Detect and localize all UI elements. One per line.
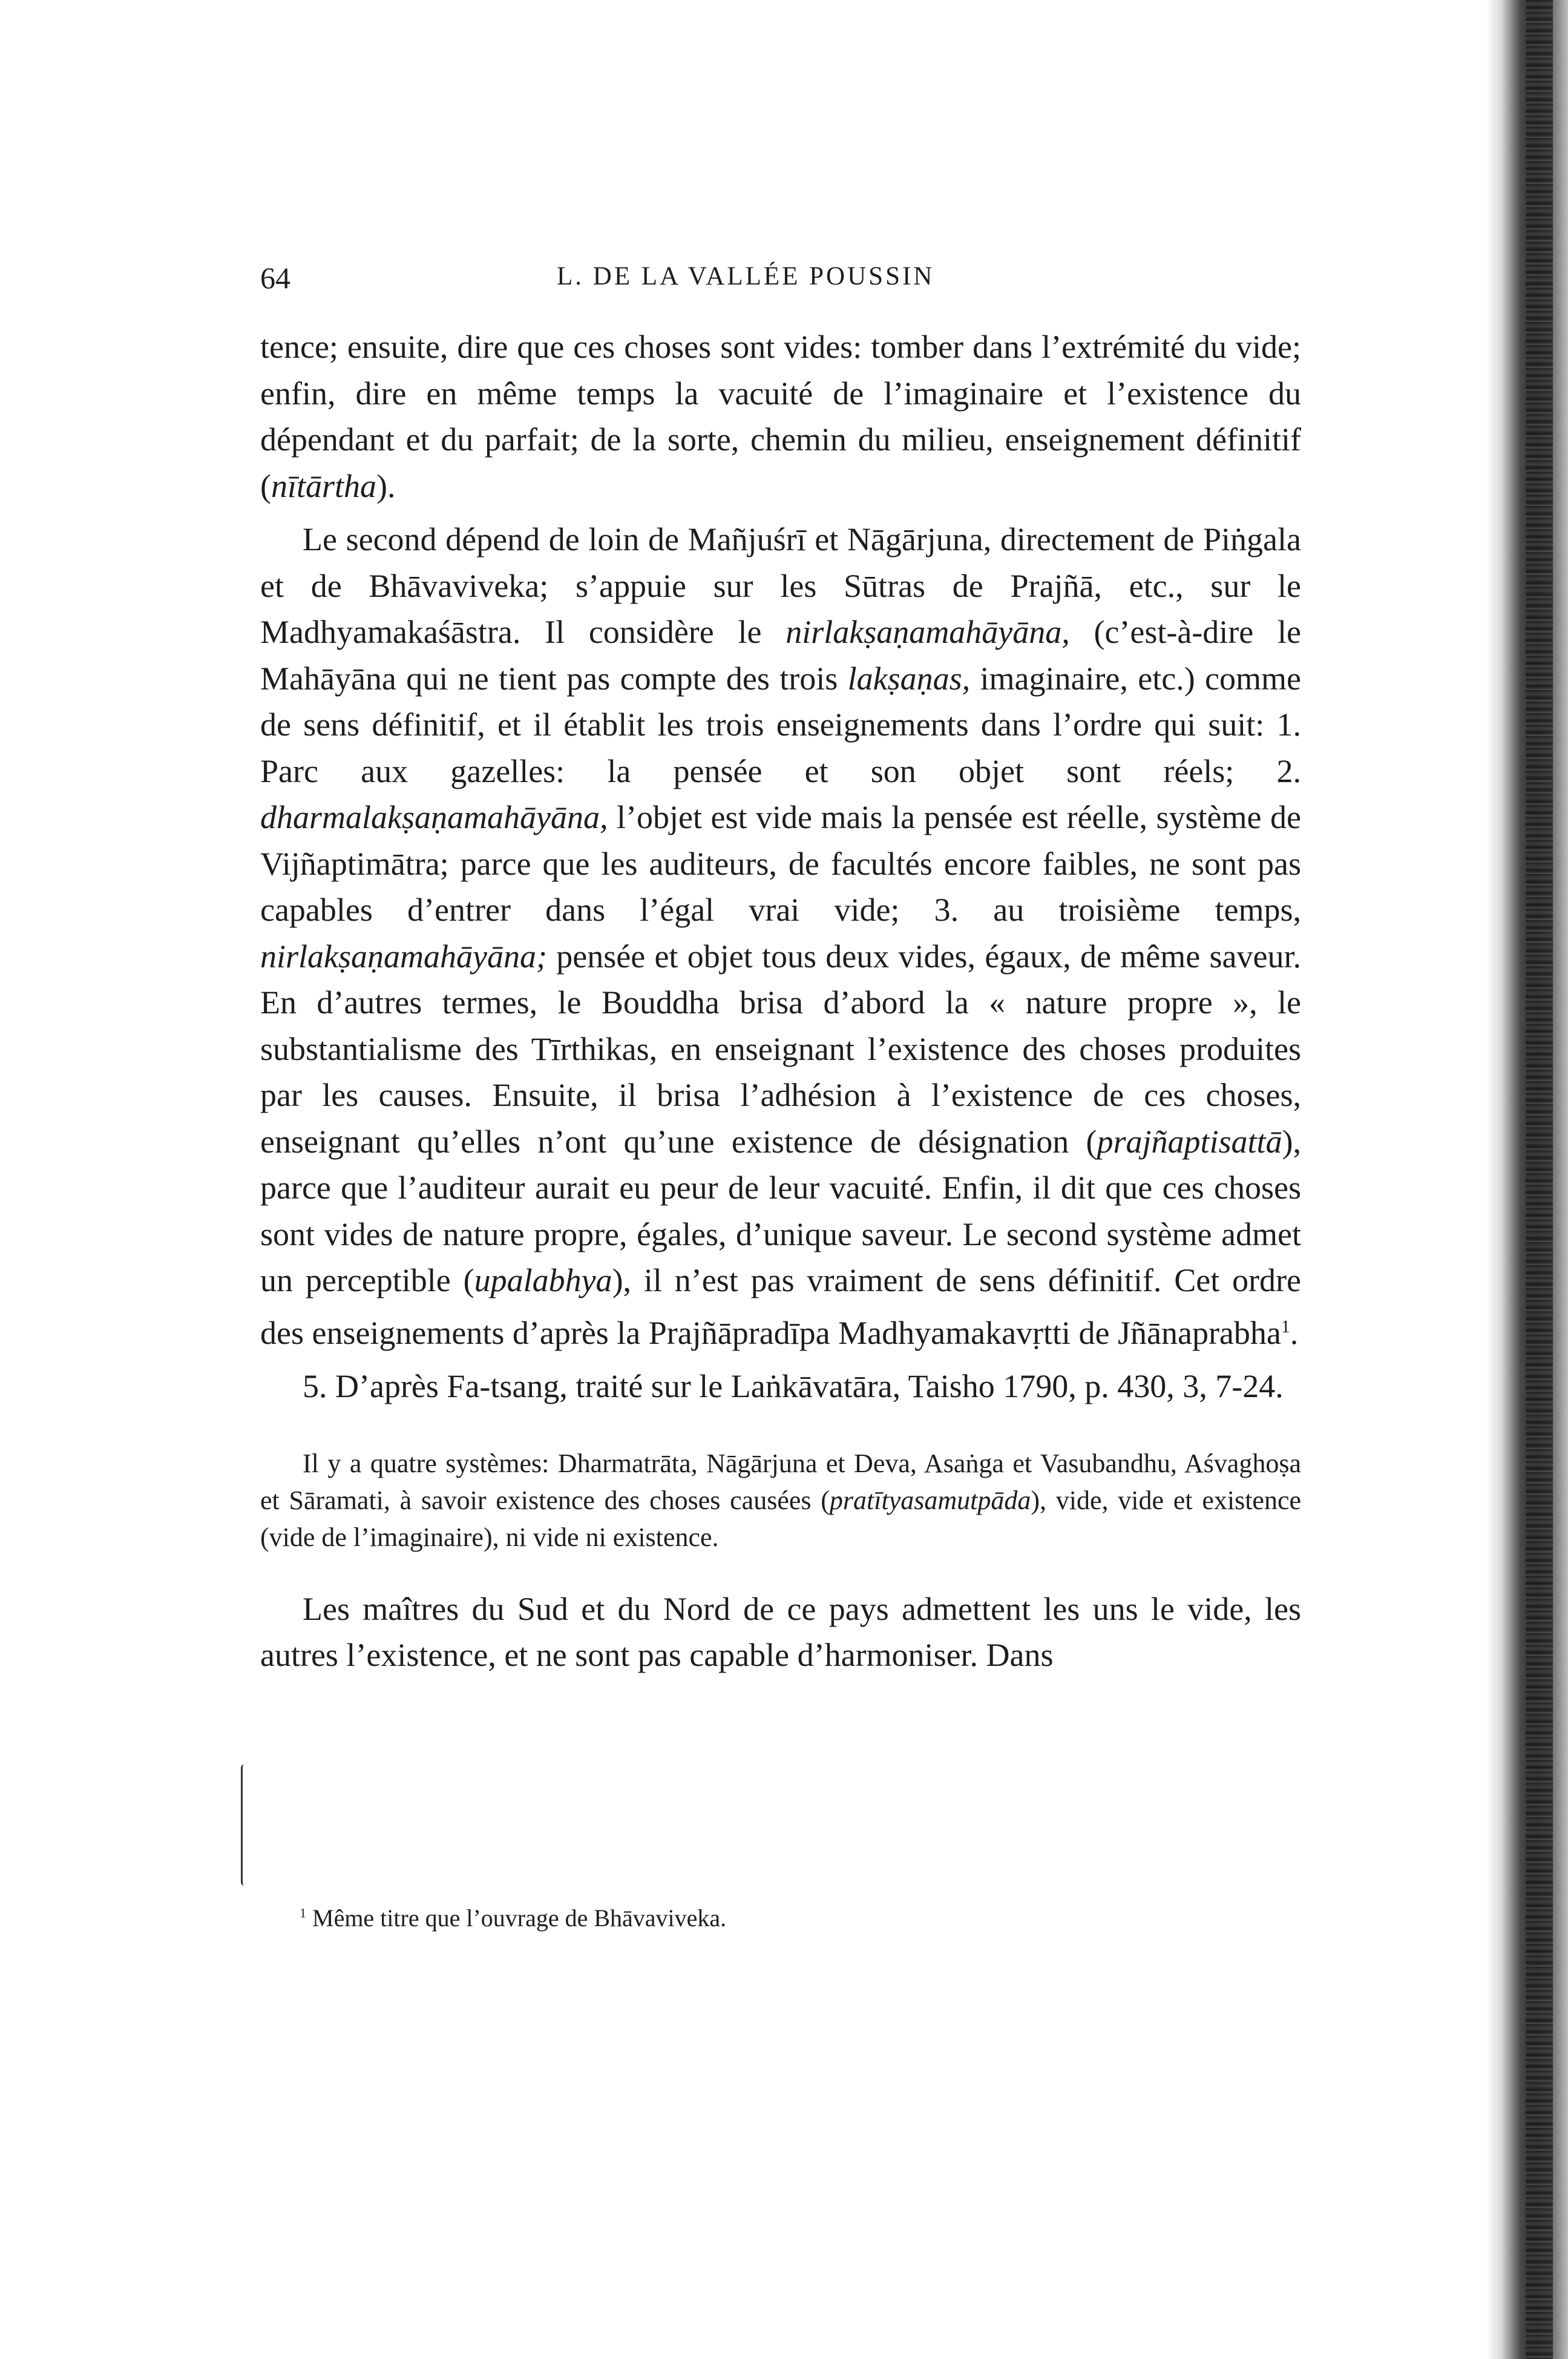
text-run: nītārtha: [271, 467, 377, 504]
text-run: ), vide, vide et existence (vide de l’imaginaire), ni vide ni existence.: [260, 1485, 1302, 1552]
body-text: [260, 324, 1301, 1679]
paragraph-1: [260, 324, 1301, 509]
footnote-text: Même titre que l’ouvrage de Bhāvaviveka.: [312, 1904, 727, 1932]
text-run: tence; ensuite, dire que ces choses sont vides: tomber dans l’extrémité du vide; enfin, dire en même temps la vacuité de l’imaginaire et l’existence du dépendant et du parfait; de la sorte, chemin du milieu, enseignement définitif (: [260, 329, 1301, 504]
text-run: 1: [1281, 1317, 1290, 1337]
paragraph-5: [260, 1586, 1301, 1679]
footnote: [300, 1904, 1298, 1932]
text-run: .: [1290, 1314, 1299, 1351]
footnote-marker: 1: [300, 1905, 306, 1921]
text-run: l’objet est vide mais la pensée est réelle, système de Vijñaptimātra; parce que les auditeurs, de facultés encore faibles, ne sont pas capables d’entrer dans l’égal vrai vide; 3. au troisième temps,: [260, 799, 1301, 928]
text-run: nirlakṣaṇamahāyāna,: [786, 614, 1070, 650]
text-run: Il y a quatre systèmes: Dharmatrāta, Nāgārjuna et Deva, Asaṅga et Vasubandhu, Aśvaghoṣa et Sāramati, à savoir existence des choses causées (: [260, 1448, 1301, 1515]
text-run: Les maîtres du Sud et du Nord de ce pays admettent les uns le vide, les autres l’existence, et ne sont pas capable d’harmoniser. Dans: [260, 1590, 1301, 1673]
book-spine-texture: [1526, 0, 1553, 2359]
text-run: ), il n’est pas vraiment de sens définitif. Cet ordre des enseignements d’après la Prajñāpradīpa Madhyamakavṛtti de Jñānaprabha: [260, 1262, 1301, 1351]
paragraph-3-section-5: [260, 1363, 1301, 1410]
text-run: Le second dépend de loin de Mañjuśrī et Nāgārjuna, directement de Piṅgala et de Bhāvaviveka; s’appuie sur les Sūtras de Prajñā, etc., sur le Madhyamakaśāstra. Il considère le: [260, 521, 1301, 650]
margin-bracket-mark: [241, 1765, 248, 1886]
text-run: 5. D’après Fa-tsang, traité sur le Laṅkāvatāra, Taisho 1790, p. 430, 3, 7-24.: [303, 1368, 1284, 1404]
text-run: nirlakṣaṇamahāyāna;: [260, 938, 547, 975]
text-run: (c’est-à-dire le Mahāyāna qui ne tient pas compte des trois: [260, 614, 1301, 697]
text-run: pensée et objet tous deux vides, égaux, de même saveur. En d’autres termes, le Bouddha brisa d’abord la « nature propre », le substantialisme des Tīrthikas, en enseignant l’existence des choses produites par les causes. Ensuite, il brisa l’adhésion à l’existence de ces choses, enseignant qu’elles n’ont qu’une existence de désignation (: [260, 938, 1301, 1160]
page-number: 64: [260, 261, 290, 295]
text-run: pratītyasamutpāda: [829, 1485, 1031, 1515]
text-run: ), parce que l’auditeur aurait eu peur de leur vacuité. Enfin, il dit que ces choses sont vides de nature propre, égales, d’unique saveur. Le second système admet un perceptible (: [260, 1123, 1301, 1298]
text-run: prajñaptisattā: [1097, 1123, 1282, 1160]
text-run: lakṣaṇas,: [847, 660, 971, 697]
text-run: upalabhya: [474, 1262, 612, 1298]
paragraph-2: [260, 516, 1301, 1356]
page-edge-shadow: [1486, 0, 1568, 2359]
page-header: [260, 260, 1301, 303]
text-run: dharmalakṣaṇamahāyāna,: [260, 799, 608, 835]
block-quote: [260, 1445, 1301, 1556]
running-title: L. DE LA VALLÉE POUSSIN: [557, 262, 935, 291]
text-run: imaginaire, etc.) comme de sens définitif, et il établit les trois enseignements dans l’ordre qui suit: 1. Parc aux gazelles: la pensée et son objet sont réels; 2.: [260, 660, 1301, 789]
text-run: ).: [376, 467, 396, 504]
